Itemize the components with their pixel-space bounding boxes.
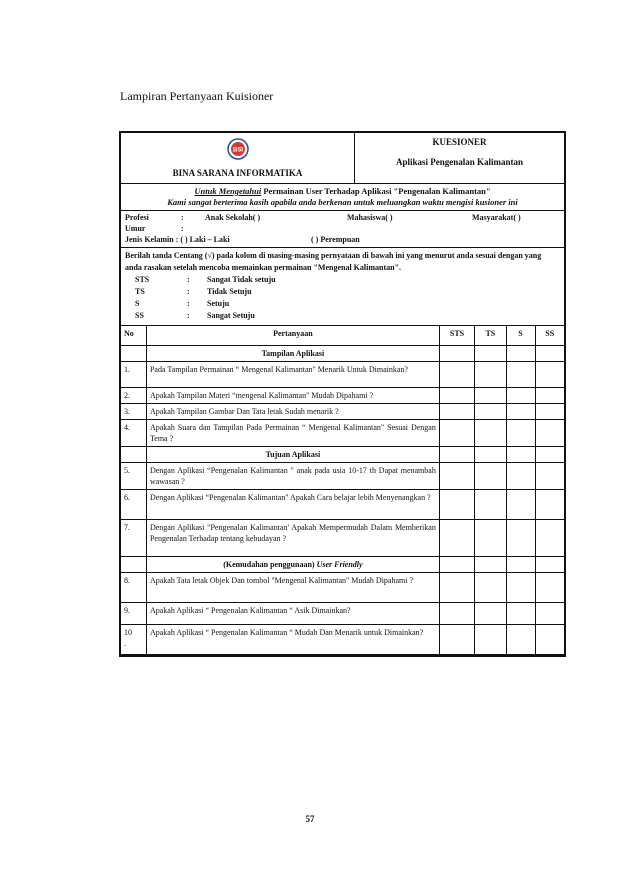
respondent-profile bbox=[121, 211, 564, 248]
section-cell bbox=[535, 346, 564, 362]
answer-cell-ss[interactable] bbox=[535, 603, 564, 625]
legend-row bbox=[135, 274, 560, 286]
answer-cell-ts[interactable] bbox=[475, 625, 506, 655]
logo-text: BSI bbox=[232, 147, 244, 154]
question-row bbox=[121, 420, 564, 447]
answer-cell-sts[interactable] bbox=[439, 362, 474, 388]
answer-cell-ss[interactable] bbox=[535, 404, 564, 420]
gender-row bbox=[125, 234, 560, 245]
age-colon: : bbox=[181, 224, 184, 233]
legend-meaning: Sangat Tidak setuju bbox=[207, 275, 276, 284]
question-text: Dengan Aplikasi "Pengenalan Kalimantan' Apakah Mempermudah Dalam Memberikan Pengenalan Terhadap tentang kebudayan ? bbox=[146, 520, 439, 557]
answer-cell-s[interactable] bbox=[506, 463, 535, 490]
profession-colon: : bbox=[181, 213, 184, 222]
column-header: STS bbox=[439, 326, 474, 346]
answer-cell-ts[interactable] bbox=[475, 420, 506, 447]
answer-cell-s[interactable] bbox=[506, 573, 535, 603]
answer-cell-ts[interactable] bbox=[475, 463, 506, 490]
question-text: Dengan Aplikasi “Pengenalan Kalimantan " anak pada usia 10-17 th Dapat menambah wawasan ? bbox=[146, 463, 439, 490]
form-title: KUESIONER bbox=[432, 137, 487, 147]
table-header-row bbox=[121, 326, 564, 346]
section-cell bbox=[439, 557, 474, 573]
answer-cell-s[interactable] bbox=[506, 490, 535, 520]
question-text: Pada Tampilan Permainan “ Mengenal Kalimantan" Menarik Untuk Dimainkan? bbox=[146, 362, 439, 388]
age-label: Umur bbox=[125, 224, 146, 233]
profession-row bbox=[125, 212, 560, 223]
question-row bbox=[121, 490, 564, 520]
section-cell bbox=[439, 346, 474, 362]
answer-cell-ts[interactable] bbox=[475, 404, 506, 420]
answer-cell-s[interactable] bbox=[506, 404, 535, 420]
intro-text bbox=[121, 184, 564, 211]
answer-cell-ts[interactable] bbox=[475, 388, 506, 404]
org-block bbox=[121, 133, 355, 183]
question-number: 6. bbox=[121, 490, 146, 520]
intro-line-1 bbox=[125, 186, 560, 197]
question-number: 2. bbox=[121, 388, 146, 404]
section-title bbox=[146, 346, 439, 362]
bsi-logo-icon bbox=[227, 138, 249, 160]
section-title-text: (Kemudahan penggunaan) bbox=[223, 560, 315, 569]
answer-cell-sts[interactable] bbox=[439, 463, 474, 490]
question-row bbox=[121, 463, 564, 490]
answer-cell-ts[interactable] bbox=[475, 520, 506, 557]
question-number: 9. bbox=[121, 603, 146, 625]
question-row bbox=[121, 520, 564, 557]
answer-cell-ts[interactable] bbox=[475, 362, 506, 388]
legend-code: TS bbox=[135, 287, 145, 296]
question-text: Apakah Aplikasi “ Pengenalan Kalimantan “ Asik Dimainkan? bbox=[146, 603, 439, 625]
page-number: 57 bbox=[305, 814, 315, 824]
question-text: Apakah Tampilan Gambar Dan Tata letak Sudah menarik ? bbox=[146, 404, 439, 420]
answer-cell-sts[interactable] bbox=[439, 420, 474, 447]
section-cell bbox=[439, 447, 474, 463]
answer-cell-ss[interactable] bbox=[535, 388, 564, 404]
answer-cell-s[interactable] bbox=[506, 388, 535, 404]
answer-cell-s[interactable] bbox=[506, 420, 535, 447]
section-blank bbox=[121, 557, 146, 573]
section-blank bbox=[121, 447, 146, 463]
intro-line-2: Kami sangat berterima kasih apabila anda berkenan untuk meluangkan waktu mengisi kusioner ini bbox=[167, 197, 518, 207]
intro-italic: Untuk Mengetahui bbox=[194, 186, 262, 196]
column-header: No bbox=[121, 326, 146, 346]
answer-cell-s[interactable] bbox=[506, 520, 535, 557]
question-row bbox=[121, 362, 564, 388]
legend-meaning: Tidak Setuju bbox=[207, 287, 252, 296]
section-row bbox=[121, 557, 564, 573]
answer-cell-ss[interactable] bbox=[535, 625, 564, 655]
legend-colon: : bbox=[187, 287, 190, 296]
question-number: 7. bbox=[121, 520, 146, 557]
question-text: Apakah Tata letak Objek Dan tombol "Mengenal Kalimantan" Mudah Dipahami ? bbox=[146, 573, 439, 603]
question-number: 5. bbox=[121, 463, 146, 490]
legend-meaning: Sangat Setuju bbox=[207, 311, 255, 320]
question-row bbox=[121, 603, 564, 625]
question-row bbox=[121, 573, 564, 603]
column-header: TS bbox=[475, 326, 506, 346]
legend-colon: : bbox=[187, 311, 190, 320]
question-row bbox=[121, 388, 564, 404]
answer-cell-sts[interactable] bbox=[439, 603, 474, 625]
answer-cell-sts[interactable] bbox=[439, 573, 474, 603]
section-cell bbox=[506, 346, 535, 362]
question-number: 1. bbox=[121, 362, 146, 388]
legend-code: SS bbox=[135, 311, 144, 320]
profession-label: Profesi bbox=[125, 213, 149, 222]
section-title-text: Tampilan Aplikasi bbox=[261, 349, 325, 358]
column-header: SS bbox=[535, 326, 564, 346]
legend-meaning: Setuju bbox=[207, 299, 230, 308]
question-number: 8. bbox=[121, 573, 146, 603]
section-blank bbox=[121, 346, 146, 362]
answer-cell-ss[interactable] bbox=[535, 573, 564, 603]
scale-legend bbox=[135, 274, 560, 322]
column-header: Pertanyaan bbox=[146, 326, 439, 346]
gender-female[interactable]: ( ) Perempuan bbox=[311, 235, 360, 244]
section-title bbox=[146, 447, 439, 463]
answer-cell-sts[interactable] bbox=[439, 404, 474, 420]
question-text: Apakah Aplikasi “ Pengenalan Kalimantan “ Mudah Dan Menarik untuk Dimainkan? bbox=[146, 625, 439, 655]
section-cell bbox=[475, 447, 506, 463]
section-title-suffix: User Friendly bbox=[314, 560, 363, 569]
questionnaire-form bbox=[119, 131, 566, 657]
legend-row bbox=[135, 310, 560, 322]
section-row bbox=[121, 447, 564, 463]
answer-cell-s[interactable] bbox=[506, 603, 535, 625]
answer-cell-ss[interactable] bbox=[535, 463, 564, 490]
question-row bbox=[121, 625, 564, 655]
instructions-block bbox=[121, 248, 564, 325]
answer-cell-sts[interactable] bbox=[439, 625, 474, 655]
appendix-title: Lampiran Pertanyaan Kuisioner bbox=[120, 89, 274, 103]
question-text: Dengan Aplikasi “Pengenalan Kalimantan" Apakah Cara belajar lebih Menyenangkan ? bbox=[146, 490, 439, 520]
answer-cell-sts[interactable] bbox=[439, 490, 474, 520]
section-cell bbox=[506, 447, 535, 463]
option-student[interactable]: Anak Sekolah( ) bbox=[205, 213, 261, 222]
intro-rest: Permainan User Terhadap Aplikasi "Pengenalan Kalimantan" bbox=[261, 186, 491, 196]
column-header: S bbox=[506, 326, 535, 346]
option-college[interactable]: Mahasiswa( ) bbox=[347, 213, 393, 222]
legend-code: S bbox=[135, 299, 140, 308]
answer-cell-s[interactable] bbox=[506, 362, 535, 388]
age-row bbox=[125, 223, 560, 234]
option-public[interactable]: Masyarakat( ) bbox=[472, 213, 521, 222]
answer-cell-s[interactable] bbox=[506, 625, 535, 655]
questions-table bbox=[121, 325, 564, 655]
answer-cell-ss[interactable] bbox=[535, 520, 564, 557]
answer-cell-sts[interactable] bbox=[439, 520, 474, 557]
section-cell bbox=[475, 557, 506, 573]
question-row bbox=[121, 404, 564, 420]
legend-row bbox=[135, 298, 560, 310]
section-cell bbox=[506, 557, 535, 573]
legend-row bbox=[135, 286, 560, 298]
instructions-text: Berilah tanda Centang (√) pada kolom di masing-masing pernyataan di bawah ini yang menurut anda sesuai dengan yang anda rasakan setelah mencoba memainkan permainan "Mengenal Kalimantan". bbox=[125, 251, 542, 272]
answer-cell-ss[interactable] bbox=[535, 362, 564, 388]
answer-cell-ss[interactable] bbox=[535, 490, 564, 520]
section-title bbox=[146, 557, 439, 573]
legend-colon: : bbox=[187, 299, 190, 308]
question-text: Apakah Tampilan Materi “mengenal Kalimantan" Mudah Dipahami ? bbox=[146, 388, 439, 404]
answer-cell-sts[interactable] bbox=[439, 388, 474, 404]
title-block bbox=[355, 133, 564, 183]
legend-colon: : bbox=[187, 275, 190, 284]
section-cell bbox=[535, 447, 564, 463]
question-number: 3. bbox=[121, 404, 146, 420]
answer-cell-ss[interactable] bbox=[535, 420, 564, 447]
section-row bbox=[121, 346, 564, 362]
section-title-text: Tujuan Aplikasi bbox=[265, 450, 321, 459]
question-number: 4. bbox=[121, 420, 146, 447]
question-number: 10 . bbox=[121, 625, 146, 655]
answer-cell-ts[interactable] bbox=[475, 573, 506, 603]
question-text: Apakah Suara dan Tampilan Pada Permainan “ Mengenal Kalimantan" Sesuai Dengan Tema ? bbox=[146, 420, 439, 447]
org-name: BINA SARANA INFORMATIKA bbox=[172, 168, 303, 178]
section-cell bbox=[475, 346, 506, 362]
legend-code: STS bbox=[135, 275, 150, 284]
answer-cell-ts[interactable] bbox=[475, 490, 506, 520]
gender-male[interactable]: Jenis Kelamin : ( ) Laki – Laki bbox=[125, 235, 230, 244]
answer-cell-ts[interactable] bbox=[475, 603, 506, 625]
form-header bbox=[121, 133, 564, 184]
app-name: Aplikasi Pengenalan Kalimantan bbox=[395, 157, 524, 167]
section-cell bbox=[535, 557, 564, 573]
